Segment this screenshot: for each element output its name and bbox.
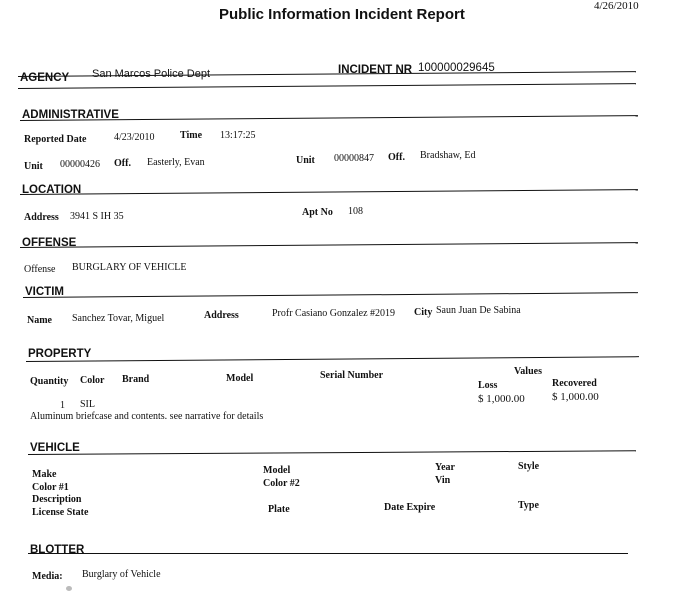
make-label: Make [32, 469, 57, 480]
vehicle-heading: VEHICLE [30, 442, 80, 454]
col-brand: Brand [122, 374, 150, 385]
unit1-value: 00000426 [60, 159, 100, 170]
victim-rule [23, 292, 638, 298]
property-description: Aluminum briefcase and contents. see narrative for details [30, 411, 264, 422]
agency-label: AGENCY [20, 72, 70, 84]
victim-address-value: Profr Casiano Gonzalez #2019 [272, 308, 396, 319]
apt-label: Apt No [302, 207, 333, 218]
color1-label: Color #1 [32, 482, 69, 493]
media-value: Burglary of Vehicle [82, 569, 161, 580]
date-expire-label: Date Expire [384, 502, 436, 513]
license-state-label: License State [32, 507, 89, 518]
property-quantity: 1 [60, 400, 65, 411]
plate-label: Plate [268, 504, 290, 515]
col-serial-number: Serial Number [320, 370, 384, 381]
values-label: Values [514, 366, 542, 377]
location-rule [20, 189, 638, 195]
apt-value: 108 [348, 206, 363, 217]
reported-date-label: Reported Date [24, 134, 87, 145]
vehicle-rule [28, 450, 636, 455]
blotter-rule [28, 553, 628, 554]
unit2-value: 00000847 [334, 153, 374, 164]
incident-number-label: INCIDENT NR [338, 64, 413, 76]
officer1-label: Off. [114, 158, 131, 169]
offense-rule [20, 242, 638, 248]
victim-city-value: Saun Juan De Sabina [436, 305, 521, 316]
reported-date-value: 4/23/2010 [114, 132, 155, 143]
print-date: 4/26/2010 [594, 0, 639, 12]
time-label: Time [180, 130, 203, 141]
col-color: Color [80, 375, 105, 386]
year-label: Year [435, 462, 455, 473]
victim-name-label: Name [27, 315, 52, 326]
offense-label: Offense [24, 264, 56, 275]
col-model: Model [226, 373, 254, 384]
property-loss: $ 1,000.00 [478, 393, 525, 405]
unit1-label: Unit [24, 161, 43, 172]
officer2-label: Off. [388, 152, 405, 163]
unit2-label: Unit [296, 155, 315, 166]
offense-value: BURGLARY OF VEHICLE [72, 262, 187, 273]
location-heading: LOCATION [22, 184, 82, 196]
victim-heading: VICTIM [25, 286, 64, 298]
administrative-heading: ADMINISTRATIVE [22, 109, 119, 121]
model-label: Model [263, 465, 291, 476]
officer1-value: Easterly, Evan [147, 157, 205, 168]
property-heading: PROPERTY [28, 348, 92, 360]
property-color: SIL [80, 399, 95, 410]
victim-city-label: City [414, 307, 433, 318]
vin-label: Vin [435, 475, 451, 486]
agency-value: San Marcos Police Dept [92, 68, 210, 80]
victim-address-label: Address [204, 310, 239, 321]
type-label: Type [518, 500, 539, 511]
offense-heading: OFFENSE [22, 237, 77, 249]
col-loss: Loss [478, 380, 498, 391]
agency-rule-bottom [18, 83, 636, 89]
style-label: Style [518, 461, 540, 472]
victim-name-value: Sanchez Tovar, Miguel [72, 313, 165, 324]
description-label: Description [32, 494, 82, 505]
col-recovered: Recovered [552, 378, 597, 389]
color2-label: Color #2 [263, 478, 300, 489]
incident-number-value: 100000029645 [418, 62, 495, 74]
time-value: 13:17:25 [220, 130, 256, 141]
col-quantity: Quantity [30, 376, 69, 387]
report-title: Public Information Incident Report [219, 6, 465, 23]
property-rule [26, 356, 639, 362]
address-value: 3941 S IH 35 [70, 211, 124, 222]
property-recovered: $ 1,000.00 [552, 391, 599, 403]
media-label: Media: [32, 571, 63, 582]
scan-smudge [66, 586, 72, 591]
blotter-heading: BLOTTER [30, 544, 85, 556]
officer2-value: Bradshaw, Ed [420, 150, 476, 161]
address-label: Address [24, 212, 59, 223]
